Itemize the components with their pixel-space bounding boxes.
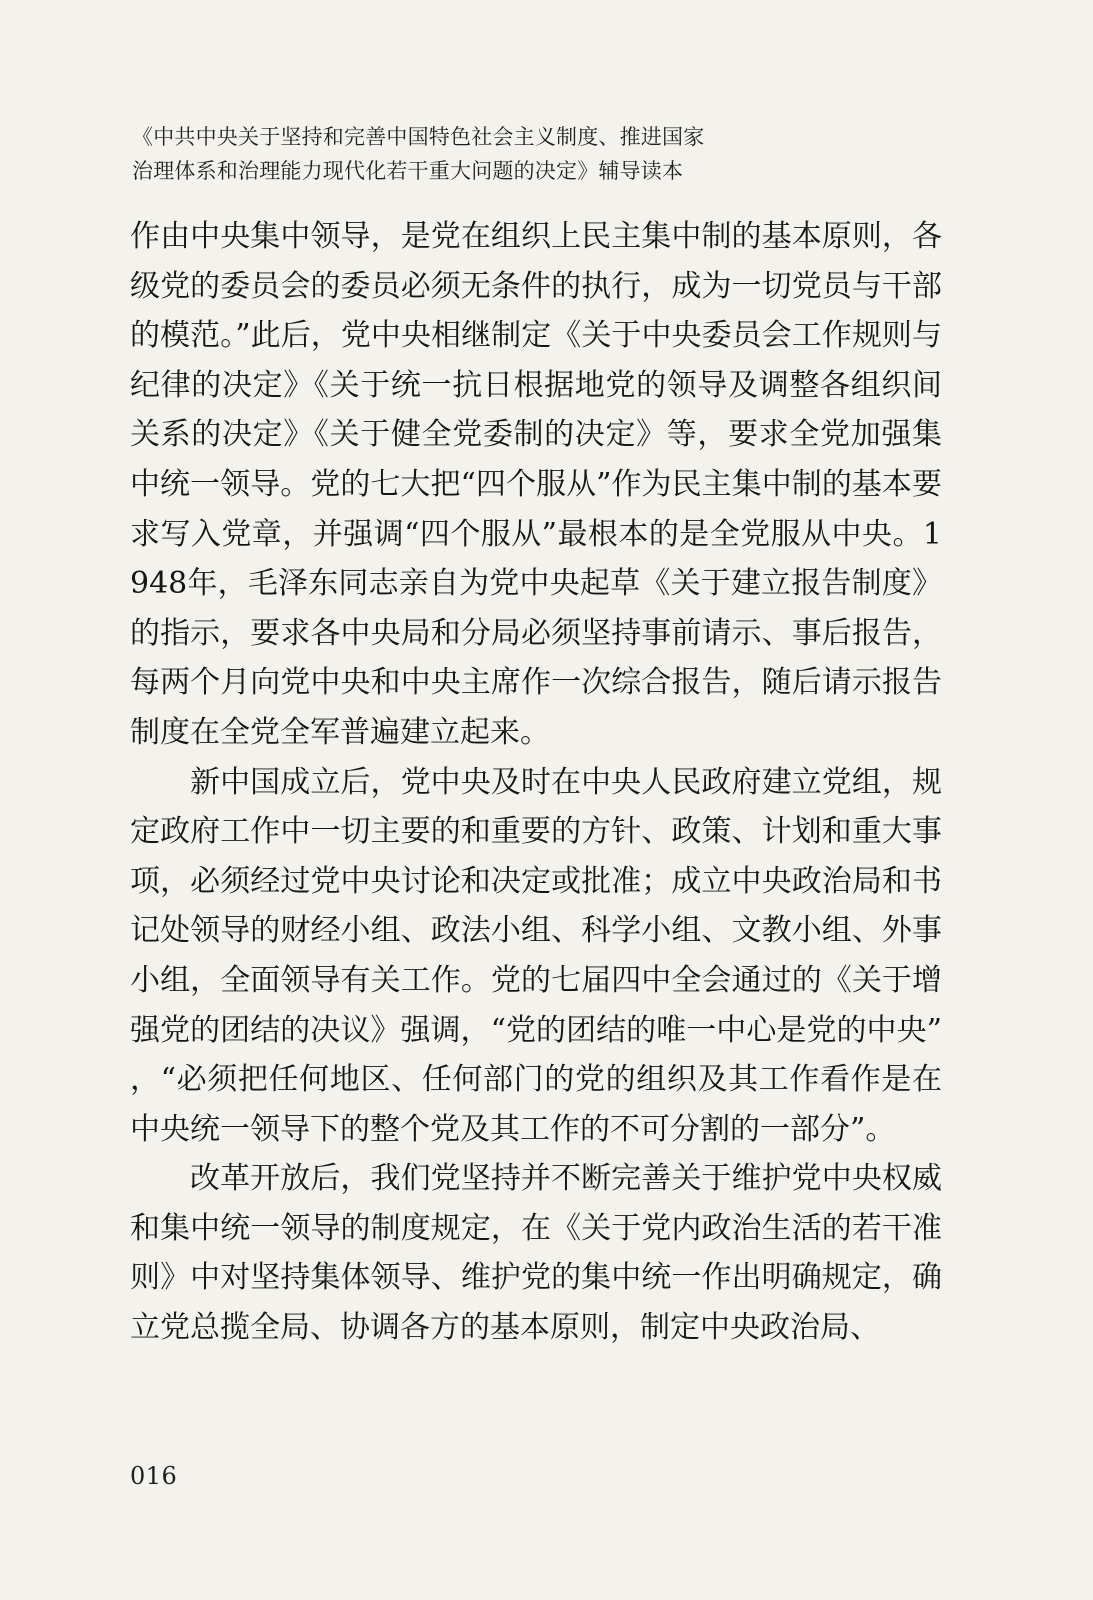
- paragraph-1: 作由中央集中领导，是党在组织上民主集中制的基本原则，各级党的委员会的委员必须无条件的执行，成为一切党员与干部的模范。”此后，党中央相继制定《关于中央委员会工作规则与纪律的决定》《关于统一抗日根据地党的领导及调整各组织间关系的决定》《关于健全党委制的决定》等，要求全党加强集中统一领导。党的七大把“四个服从”作为民主集中制的基本要求写入党章，并强调“四个服从”最根本的是全党服从中央。1948年，毛泽东同志亲自为党中央起草《关于建立报告制度》的指示，要求各中央局和分局必须坚持事前请示、事后报告，每两个月向党中央和中央主席作一次综合报告，随后请示报告制度在全党全军普遍建立起来。: [130, 219, 942, 750]
- paragraph-3: 改革开放后，我们党坚持并不断完善关于维护党中央权威和集中统一领导的制度规定，在《关于党内政治生活的若干准则》中对坚持集体领导、维护党的集中统一作出明确规定，确立党总揽全局、协调各方的基本原则，制定中央政治局、: [130, 1161, 942, 1346]
- running-header: [132, 120, 932, 188]
- paragraph-2: 新中国成立后，党中央及时在中央人民政府建立党组，规定政府工作中一切主要的和重要的方针、政策、计划和重大事项，必须经过党中央讨论和决定或批准；成立中央政治局和书记处领导的财经小组、政法小组、科学小组、文教小组、外事小组，全面领导有关工作。党的七届四中全会通过的《关于增强党的团结的决议》强调，“党的团结的唯一中心是党的中央”，“必须把任何地区、任何部门的党的组织及其工作看作是在中央统一领导下的整个党及其工作的不可分割的一部分”。: [130, 764, 942, 1147]
- running-header-line-2: 治理体系和治理能力现代化若干重大问题的决定》辅导读本: [132, 159, 684, 183]
- page-number: 016: [130, 1462, 178, 1490]
- body-text: [130, 212, 942, 1353]
- running-header-line-1: 《中共中央关于坚持和完善中国特色社会主义制度、推进国家: [132, 125, 705, 149]
